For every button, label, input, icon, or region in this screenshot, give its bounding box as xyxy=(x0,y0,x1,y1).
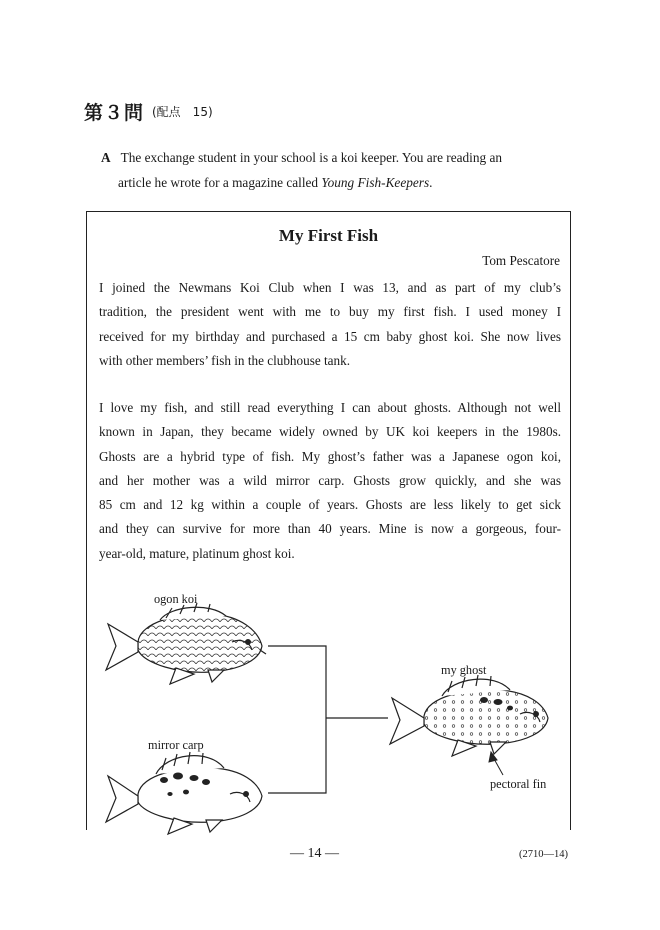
paragraph-line: I love my fish, and still read everything I can about ghosts. Although not well xyxy=(99,400,561,415)
intro-line-2-text: article he wrote for a magazine called xyxy=(118,175,322,190)
intro-line-1: The exchange student in your school is a koi keeper. You are reading an xyxy=(120,150,503,165)
question-points: (配点 15) xyxy=(152,105,213,119)
pectoral-fin-arrow xyxy=(489,752,503,775)
paragraph-line: known in Japan, they became widely owned by UK koi keepers in the 1980s. xyxy=(99,424,561,440)
ogon-koi-label: ogon koi xyxy=(154,592,198,606)
my-ghost-label: my ghost xyxy=(441,663,487,677)
article-author: Tom Pescatore xyxy=(482,253,560,268)
paragraph-line: year-old, mature, platinum ghost koi. xyxy=(99,545,295,561)
ghost-koi-fish-icon xyxy=(390,675,548,756)
question-title: 第３問 xyxy=(84,102,145,124)
intro-line-2-end: . xyxy=(429,175,433,190)
magazine-name: Young Fish-Keepers xyxy=(321,175,430,190)
part-letter: A xyxy=(101,150,111,165)
page-number: — 14 — xyxy=(290,846,339,861)
paragraph-line: and they can survive for more than 40 years. Mine is now a gorgeous, four- xyxy=(99,521,561,537)
mirror-carp-fish-icon xyxy=(106,752,262,834)
paragraph-line: with other members’ fish in the clubhouse tank. xyxy=(99,352,350,368)
paragraph-line: and her mother was a wild mirror carp. Ghosts grow quickly, and she was xyxy=(99,472,561,488)
paragraph-line: received for my birthday and purchased a 15 cm baby ghost koi. She now lives xyxy=(99,328,561,344)
paragraph-line: Ghosts are a hybrid type of fish. My ghost’s father was a Japanese ogon koi, xyxy=(99,448,561,464)
pectoral-fin-label: pectoral fin xyxy=(490,777,547,791)
ogon-koi-fish-icon xyxy=(106,603,266,684)
paragraph-line: I joined the Newmans Koi Club when I was 13, and as part of my club’s xyxy=(99,280,561,295)
article-title: My First Fish xyxy=(278,226,379,245)
paragraph-line: 85 cm and 12 kg within a couple of years. Ghosts are less likely to get sick xyxy=(99,497,561,513)
page-code: (2710—14) xyxy=(519,849,568,860)
lineage-connector xyxy=(268,646,388,793)
paragraph-line: tradition, the president went with me to buy my first fish. I used money I xyxy=(99,304,561,320)
mirror-carp-label: mirror carp xyxy=(148,738,204,752)
